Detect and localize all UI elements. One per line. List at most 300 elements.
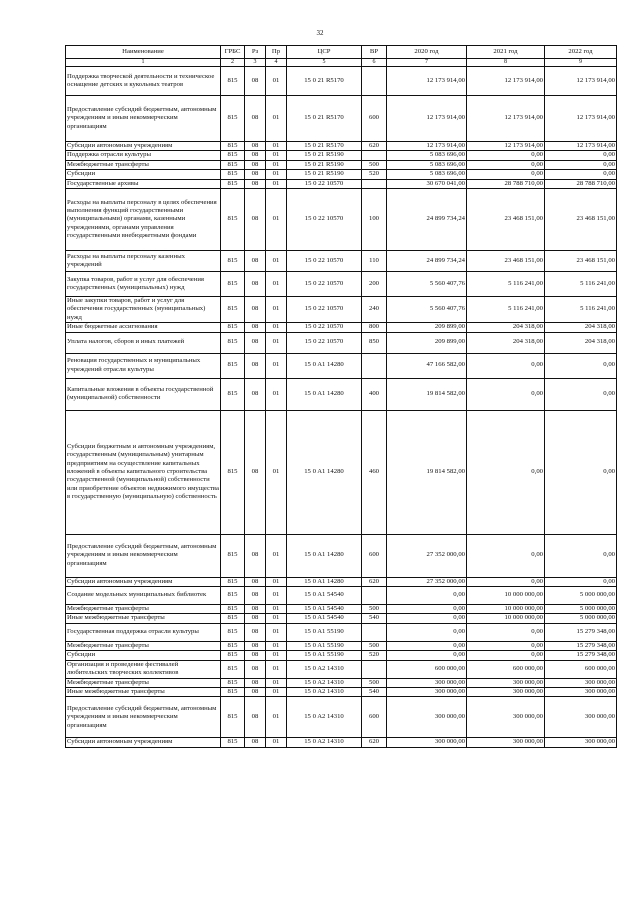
cell-csr: 15 0 A1 14280 [287,410,362,534]
cell-csr: 15 0 22 10570 [287,323,362,332]
cell-csr: 15 0 22 10570 [287,179,362,188]
cell-2022: 23 468 151,00 [545,189,617,251]
cell-name: Расходы на выплаты персоналу казенных учреждений [66,251,221,272]
cell-vr: 600 [362,697,387,738]
cell-grbs: 815 [221,353,245,378]
cell-2022: 300 000,00 [545,678,617,687]
cell-vr [362,179,387,188]
cell-2021: 12 173 914,00 [467,67,545,96]
column-number: 1 [66,59,221,67]
table-row [66,96,617,142]
cell-2021: 10 000 000,00 [467,614,545,623]
header-vr: ВР [362,46,387,59]
cell-2022: 300 000,00 [545,687,617,696]
cell-rz: 08 [245,323,266,332]
cell-pr: 01 [266,96,287,142]
table-header [66,46,617,67]
cell-2022: 5 116 241,00 [545,297,617,323]
cell-2020: 300 000,00 [387,697,467,738]
cell-rz: 08 [245,651,266,660]
cell-grbs: 815 [221,614,245,623]
cell-2020: 209 899,00 [387,332,467,353]
table-row [66,534,617,577]
cell-csr: 15 0 A1 54540 [287,614,362,623]
cell-grbs: 815 [221,641,245,650]
cell-2020: 0,00 [387,623,467,641]
table-body [66,67,617,748]
cell-2022: 23 468 151,00 [545,251,617,272]
cell-vr: 200 [362,272,387,297]
cell-2022: 0,00 [545,160,617,169]
cell-2020: 5 560 407,76 [387,297,467,323]
cell-2021: 0,00 [467,353,545,378]
cell-grbs: 815 [221,96,245,142]
cell-csr: 15 0 21 R5170 [287,67,362,96]
cell-pr: 01 [266,623,287,641]
cell-pr: 01 [266,297,287,323]
cell-vr [362,587,387,605]
cell-grbs: 815 [221,623,245,641]
column-number-row [66,59,617,67]
cell-vr: 500 [362,678,387,687]
header-rz: Рз [245,46,266,59]
cell-2022: 0,00 [545,378,617,410]
cell-vr: 620 [362,738,387,747]
table-row [66,251,617,272]
cell-2021: 0,00 [467,378,545,410]
cell-grbs: 815 [221,651,245,660]
cell-rz: 08 [245,577,266,586]
table-row [66,605,617,614]
cell-grbs: 815 [221,170,245,179]
cell-csr: 15 0 21 R5190 [287,160,362,169]
cell-name: Субсидии автономным учреждениям [66,142,221,151]
column-number: 7 [387,59,467,67]
table-row [66,687,617,696]
column-number: 4 [266,59,287,67]
cell-2020: 5 560 407,76 [387,272,467,297]
cell-2020: 300 000,00 [387,738,467,747]
cell-vr: 850 [362,332,387,353]
cell-name: Уплата налогов, сборов и иных платежей [66,332,221,353]
cell-2020: 0,00 [387,587,467,605]
cell-2022: 12 173 914,00 [545,142,617,151]
cell-vr [362,151,387,160]
cell-rz: 08 [245,534,266,577]
cell-name: Субсидии бюджетным и автономным учреждениям, государственным (муниципальным) унитарным предприятиям на осуществление капитальных вложений в объекты капитального строительства государственной (муниципальной) собственности или приобретение объектов недвижимого имущества в государственную (муниципальную) собственность [66,410,221,534]
column-number: 3 [245,59,266,67]
cell-pr: 01 [266,687,287,696]
cell-grbs: 815 [221,534,245,577]
cell-rz: 08 [245,605,266,614]
cell-grbs: 815 [221,678,245,687]
cell-csr: 15 0 22 10570 [287,332,362,353]
cell-vr: 600 [362,534,387,577]
cell-name: Предоставление субсидий бюджетным, автономным учреждениям и иным некоммерческим организациям [66,96,221,142]
cell-name: Закупка товаров, работ и услуг для обеспечения государственных (муниципальных) нужд [66,272,221,297]
cell-rz: 08 [245,378,266,410]
table-row [66,623,617,641]
cell-name: Капитальные вложения в объекты государственной (муниципальной) собственности [66,378,221,410]
header-pr: Пр [266,46,287,59]
cell-vr: 400 [362,378,387,410]
budget-table [65,45,617,748]
cell-grbs: 815 [221,697,245,738]
cell-name: Реновация государственных и муниципальных учреждений отрасли культуры [66,353,221,378]
header-grbs: ГРБС [221,46,245,59]
cell-grbs: 815 [221,179,245,188]
cell-2020: 27 352 000,00 [387,577,467,586]
cell-2020: 30 670 041,00 [387,179,467,188]
cell-name: Субсидии автономным учреждениям [66,738,221,747]
cell-2022: 204 318,00 [545,332,617,353]
cell-vr [362,353,387,378]
cell-vr: 620 [362,142,387,151]
table-row [66,170,617,179]
table-row [66,67,617,96]
column-number: 8 [467,59,545,67]
cell-2022: 12 173 914,00 [545,96,617,142]
cell-2021: 204 318,00 [467,323,545,332]
cell-2021: 300 000,00 [467,697,545,738]
cell-csr: 15 0 21 R5170 [287,96,362,142]
cell-2021: 300 000,00 [467,678,545,687]
cell-pr: 01 [266,577,287,586]
cell-2022: 5 000 000,00 [545,605,617,614]
cell-name: Предоставление субсидий бюджетным, автономным учреждениям и иным некоммерческим организациям [66,534,221,577]
cell-csr: 15 0 22 10570 [287,251,362,272]
cell-2021: 23 468 151,00 [467,251,545,272]
table-row [66,587,617,605]
cell-2022: 15 279 348,00 [545,641,617,650]
cell-vr [362,623,387,641]
header-2022: 2022 год [545,46,617,59]
cell-pr: 01 [266,614,287,623]
cell-rz: 08 [245,587,266,605]
cell-2021: 12 173 914,00 [467,142,545,151]
cell-2022: 5 116 241,00 [545,272,617,297]
cell-csr: 15 0 21 R5190 [287,170,362,179]
header-row [66,46,617,59]
cell-2021: 5 116 241,00 [467,297,545,323]
cell-rz: 08 [245,297,266,323]
cell-name: Поддержка отрасли культуры [66,151,221,160]
cell-grbs: 815 [221,660,245,678]
cell-vr: 520 [362,651,387,660]
cell-2020: 5 083 696,00 [387,151,467,160]
cell-2022: 0,00 [545,151,617,160]
cell-name: Иные межбюджетные трансферты [66,687,221,696]
cell-2022: 0,00 [545,534,617,577]
cell-csr: 15 0 A1 14280 [287,378,362,410]
cell-pr: 01 [266,160,287,169]
cell-rz: 08 [245,189,266,251]
cell-rz: 08 [245,272,266,297]
cell-name: Субсидии автономным учреждениям [66,577,221,586]
cell-2020: 0,00 [387,605,467,614]
cell-csr: 15 0 A2 14310 [287,678,362,687]
cell-2021: 23 468 151,00 [467,189,545,251]
table-row [66,323,617,332]
cell-name: Расходы на выплаты персоналу в целях обеспечения выполнения функций государственными (муниципальными) органами, казенными учреждениями, органами управления государственными внебюджетными фондами [66,189,221,251]
cell-rz: 08 [245,142,266,151]
cell-pr: 01 [266,323,287,332]
cell-pr: 01 [266,587,287,605]
cell-2022: 5 000 000,00 [545,587,617,605]
cell-csr: 15 0 A1 55190 [287,641,362,650]
cell-grbs: 815 [221,272,245,297]
cell-grbs: 815 [221,323,245,332]
cell-2020: 600 000,00 [387,660,467,678]
cell-rz: 08 [245,641,266,650]
cell-csr: 15 0 A1 54540 [287,587,362,605]
cell-csr: 15 0 A2 14310 [287,687,362,696]
cell-pr: 01 [266,170,287,179]
cell-rz: 08 [245,170,266,179]
cell-2020: 5 083 696,00 [387,160,467,169]
cell-2021: 0,00 [467,160,545,169]
cell-2021: 0,00 [467,577,545,586]
table-row [66,142,617,151]
cell-vr: 800 [362,323,387,332]
cell-vr: 540 [362,614,387,623]
table-row [66,378,617,410]
cell-2022: 0,00 [545,410,617,534]
cell-vr: 600 [362,96,387,142]
cell-2020: 300 000,00 [387,678,467,687]
cell-2020: 12 173 914,00 [387,96,467,142]
cell-2021: 12 173 914,00 [467,96,545,142]
cell-vr [362,660,387,678]
cell-grbs: 815 [221,332,245,353]
cell-name: Субсидии [66,170,221,179]
cell-grbs: 815 [221,189,245,251]
cell-2022: 28 788 710,00 [545,179,617,188]
cell-vr: 620 [362,577,387,586]
table-row [66,678,617,687]
cell-pr: 01 [266,272,287,297]
cell-2022: 300 000,00 [545,697,617,738]
cell-csr: 15 0 A1 55190 [287,651,362,660]
page-number: 32 [316,29,324,37]
cell-grbs: 815 [221,738,245,747]
cell-grbs: 815 [221,687,245,696]
cell-name: Иные межбюджетные трансферты [66,614,221,623]
cell-rz: 08 [245,623,266,641]
cell-2020: 0,00 [387,641,467,650]
cell-2022: 15 279 348,00 [545,623,617,641]
table-row [66,738,617,747]
cell-name: Межбюджетные трансферты [66,678,221,687]
cell-rz: 08 [245,614,266,623]
cell-pr: 01 [266,605,287,614]
cell-vr: 110 [362,251,387,272]
cell-2020: 12 173 914,00 [387,142,467,151]
cell-csr: 15 0 A1 14280 [287,353,362,378]
cell-csr: 15 0 A1 54540 [287,605,362,614]
table-row [66,697,617,738]
column-number: 9 [545,59,617,67]
table-row [66,272,617,297]
cell-2021: 0,00 [467,651,545,660]
cell-2020: 19 814 582,00 [387,410,467,534]
cell-2020: 5 083 696,00 [387,170,467,179]
cell-csr: 15 0 22 10570 [287,272,362,297]
column-number: 2 [221,59,245,67]
cell-vr [362,67,387,96]
table-row [66,651,617,660]
cell-name: Иные бюджетные ассигнования [66,323,221,332]
cell-pr: 01 [266,151,287,160]
cell-vr: 240 [362,297,387,323]
cell-2021: 0,00 [467,410,545,534]
cell-2020: 19 814 582,00 [387,378,467,410]
cell-rz: 08 [245,332,266,353]
table-row [66,332,617,353]
cell-2021: 28 788 710,00 [467,179,545,188]
cell-rz: 08 [245,67,266,96]
cell-pr: 01 [266,142,287,151]
cell-grbs: 815 [221,142,245,151]
cell-2020: 47 166 582,00 [387,353,467,378]
cell-pr: 01 [266,410,287,534]
cell-grbs: 815 [221,297,245,323]
cell-rz: 08 [245,96,266,142]
cell-vr: 500 [362,605,387,614]
cell-2021: 204 318,00 [467,332,545,353]
cell-csr: 15 0 22 10570 [287,189,362,251]
header-name: Наименование [66,46,221,59]
cell-2021: 5 116 241,00 [467,272,545,297]
cell-pr: 01 [266,738,287,747]
cell-2022: 204 318,00 [545,323,617,332]
table-row [66,189,617,251]
table-row [66,410,617,534]
cell-grbs: 815 [221,151,245,160]
cell-2022: 0,00 [545,353,617,378]
cell-csr: 15 0 A1 55190 [287,623,362,641]
cell-2021: 300 000,00 [467,687,545,696]
cell-name: Государственные архивы [66,179,221,188]
cell-pr: 01 [266,251,287,272]
cell-rz: 08 [245,410,266,534]
cell-2020: 12 173 914,00 [387,67,467,96]
cell-2020: 24 899 734,24 [387,189,467,251]
cell-csr: 15 0 22 10570 [287,297,362,323]
table-row [66,160,617,169]
cell-rz: 08 [245,251,266,272]
cell-2021: 0,00 [467,170,545,179]
cell-name: Иные закупки товаров, работ и услуг для обеспечения государственных (муниципальных) нужд [66,297,221,323]
cell-name: Создание модельных муниципальных библиотек [66,587,221,605]
cell-grbs: 815 [221,587,245,605]
cell-vr: 460 [362,410,387,534]
cell-2020: 27 352 000,00 [387,534,467,577]
header-2021: 2021 год [467,46,545,59]
table-row [66,641,617,650]
cell-2020: 0,00 [387,614,467,623]
cell-vr: 100 [362,189,387,251]
cell-vr: 520 [362,170,387,179]
cell-pr: 01 [266,332,287,353]
cell-name: Субсидии [66,651,221,660]
cell-grbs: 815 [221,160,245,169]
cell-csr: 15 0 21 R5190 [287,151,362,160]
cell-grbs: 815 [221,577,245,586]
cell-grbs: 815 [221,605,245,614]
cell-grbs: 815 [221,251,245,272]
cell-rz: 08 [245,179,266,188]
table-row [66,297,617,323]
cell-2022: 0,00 [545,577,617,586]
cell-pr: 01 [266,353,287,378]
cell-2022: 5 000 000,00 [545,614,617,623]
cell-pr: 01 [266,641,287,650]
column-number: 6 [362,59,387,67]
cell-vr: 500 [362,160,387,169]
cell-2022: 12 173 914,00 [545,67,617,96]
cell-rz: 08 [245,660,266,678]
cell-2021: 600 000,00 [467,660,545,678]
cell-rz: 08 [245,738,266,747]
cell-2021: 0,00 [467,534,545,577]
cell-2022: 0,00 [545,170,617,179]
table-row [66,614,617,623]
cell-pr: 01 [266,189,287,251]
cell-name: Межбюджетные трансферты [66,160,221,169]
cell-2022: 300 000,00 [545,738,617,747]
cell-pr: 01 [266,179,287,188]
cell-rz: 08 [245,160,266,169]
table-row [66,577,617,586]
cell-rz: 08 [245,697,266,738]
cell-name: Предоставление субсидий бюджетным, автономным учреждениям и иным некоммерческим организациям [66,697,221,738]
cell-2022: 600 000,00 [545,660,617,678]
table-row [66,179,617,188]
cell-grbs: 815 [221,410,245,534]
cell-csr: 15 0 A2 14310 [287,697,362,738]
cell-2022: 15 279 348,00 [545,651,617,660]
cell-name: Организация и проведение фестивалей любительских творческих коллективов [66,660,221,678]
column-number: 5 [287,59,362,67]
cell-2021: 300 000,00 [467,738,545,747]
cell-csr: 15 0 A1 14280 [287,534,362,577]
cell-name: Межбюджетные трансферты [66,641,221,650]
cell-pr: 01 [266,378,287,410]
cell-vr: 540 [362,687,387,696]
cell-name: Поддержка творческой деятельности и техническое оснащение детских и кукольных театров [66,67,221,96]
cell-2021: 0,00 [467,151,545,160]
cell-rz: 08 [245,353,266,378]
cell-2020: 24 899 734,24 [387,251,467,272]
cell-grbs: 815 [221,67,245,96]
cell-2021: 0,00 [467,641,545,650]
cell-2021: 10 000 000,00 [467,587,545,605]
table-row [66,353,617,378]
cell-grbs: 815 [221,378,245,410]
cell-pr: 01 [266,678,287,687]
cell-2020: 0,00 [387,651,467,660]
cell-name: Государственная поддержка отрасли культуры [66,623,221,641]
cell-2020: 209 899,00 [387,323,467,332]
cell-rz: 08 [245,687,266,696]
cell-rz: 08 [245,151,266,160]
table-row [66,151,617,160]
cell-pr: 01 [266,697,287,738]
cell-pr: 01 [266,651,287,660]
cell-csr: 15 0 21 R5170 [287,142,362,151]
cell-pr: 01 [266,534,287,577]
